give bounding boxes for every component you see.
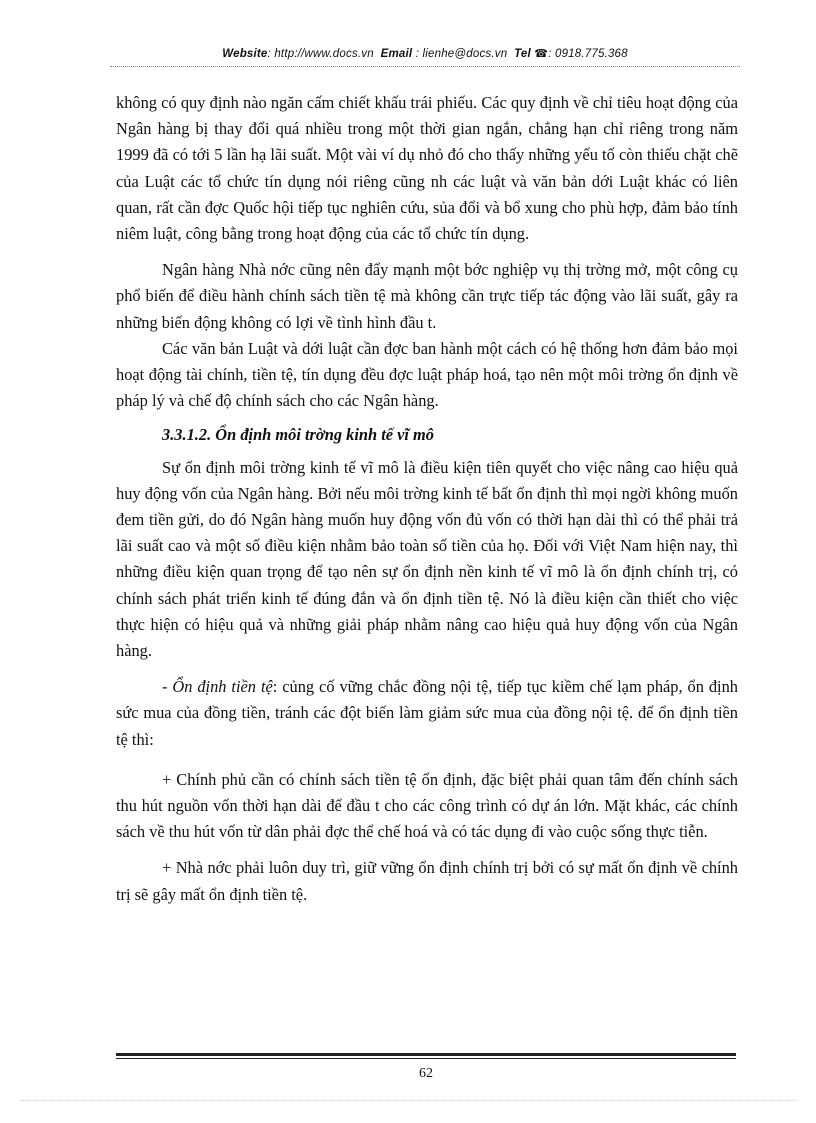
paragraph-5 [116,674,738,753]
paragraph-1: không có quy định nào ngăn cấm chiết khấu trái phiếu. Các quy định về chỉ tiêu hoạt động của Ngân hàng bị thay đổi quá nhiều trong một thời gian ngắn, chẳng hạn chỉ riêng trong năm 1999 đã có tới 5 lần hạ lãi suất. Một vài ví dụ nhỏ đó cho thấy những yếu tố còn thiếu chặt chẽ của Luật các tổ chức tín dụng nói riêng cũng nh các luật và văn bản dới Luật khác có liên quan, rất cần đợc Quốc hội tiếp tục nghiên cứu, sủa đổi và bổ xung cho phù hợp, đảm bảo tính niêm luật, công bằng trong hoạt động của các tổ chức tín dụng. [116,93,738,244]
website-value: : http://www.docs.vn [267,48,374,60]
footer-divider-thin [116,1058,736,1059]
paragraph-5-text: : củng cố vững chắc đồng nội tệ, tiếp tục kiềm chế lạm pháp, ổn định sức mua của đồng tiền, tránh các đột biến làm giảm sức mua của đồng nội tệ. để ổn định tiền tệ thì: [116,677,738,749]
header-divider [110,66,740,67]
paragraph-3: Các văn bản Luật và dới luật cần đợc ban hành một cách có hệ thống hơn đảm bảo mọi hoạt động tài chính, tiền tệ, tín dụng đều đợc luật pháp hoá, tạo nên một môi trờng ổn định về pháp lý và chế độ chính sách cho các Ngân hàng. [116,338,738,411]
email-label: Email [380,48,413,60]
paragraph-5-lead: - Ổn định tiền tệ [162,677,273,697]
page-body [116,90,738,908]
tel-value: : 0918.775.368 [548,48,628,60]
section-heading: 3.3.1.2. Ổn định môi trờng kinh tế vĩ mô [162,425,435,445]
page-number: 62 [419,1066,433,1081]
page-header [110,47,740,60]
website-label: Website [222,48,268,60]
footer-divider-thick [116,1053,736,1056]
paragraph-6: + Chính phủ cần có chính sách tiền tệ ổn định, đặc biệt phải quan tâm đến chính sách thu hút nguồn vốn thời hạn dài để đầu t cho các công trình có dự án lớn. Mặt khác, các chính sách về thu hút vốn từ dân phải đợc thể chế hoá và có tác dụng đi vào cuộc sống thực tiễn. [116,769,738,842]
tel-label: Tel [514,48,531,60]
paragraph-2: Ngân hàng Nhà nớc cũng nên đẩy mạnh một bớc nghiệp vụ thị trờng mở, một công cụ phổ biến để điều hành chính sách tiền tệ mà không cần trực tiếp tác động vào lãi suất, gây ra những biến động không có lợi về tình hình đầu t. [116,260,738,332]
page-bottom-border [20,1100,796,1101]
phone-icon: ☎ [534,48,549,60]
paragraph-7: + Nhà nớc phải luôn duy trì, giữ vững ổn định chính trị bởi có sự mất ổn định về chính trị sẽ gây mất ổn định tiền tệ. [116,858,738,904]
paragraph-4: Sự ổn định môi trờng kinh tế vĩ mô là điều kiện tiên quyết cho việc nâng cao hiệu quả huy động vốn của Ngân hàng. Bởi nếu môi trờng kinh tế bất ổn định thì mọi ngời không muốn đem tiền gửi, do đó Ngân hàng muốn huy động vốn đủ vốn có thời hạn dài thì có thể phải trả lãi suất cao và một số điều kiện nhằm bảo toàn số tiền của họ. Đối với Việt Nam hiện nay, thì những điều kiện quan trọng để tạo nên sự ổn định nền kinh tế vĩ mô là ổn định chính trị, có chính sách phát triển kinh tế đúng đắn và ổn định tiền tệ. Nó là điều kiện cần thiết cho việc thực hiện có hiệu quả và những giải pháp nhằm nâng cao hiệu quả huy động vốn của Ngân hàng. [116,457,738,661]
email-value: : lienhe@docs.vn [415,48,508,60]
